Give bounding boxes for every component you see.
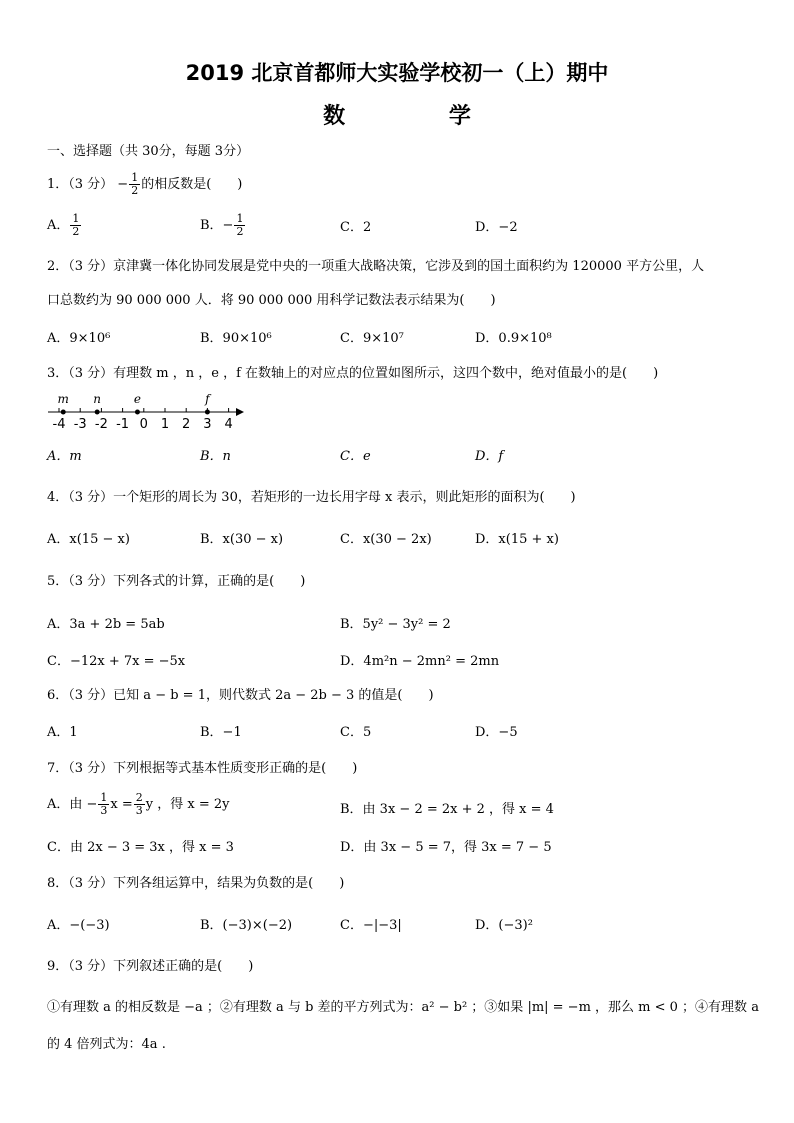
q3-option-b: B．n xyxy=(200,449,231,464)
number-line-point-label: n xyxy=(93,392,102,406)
q5-option-d: D．4m²n − 2mn² = 2mn xyxy=(340,654,500,669)
q1-option-c: C．2 xyxy=(340,220,372,235)
q3-option-d: D．f xyxy=(475,449,504,464)
question-9-stem: 9．（3 分）下列叙述正确的是( ) xyxy=(47,959,254,974)
number-line-tick-label: 4 xyxy=(224,417,233,432)
q6-option-d: D．−5 xyxy=(475,725,518,740)
number-line-points xyxy=(58,392,213,415)
number-line-point-label: f xyxy=(205,392,210,406)
q3-option-a: A．m xyxy=(47,449,82,464)
number-line-tick-label: -2 xyxy=(94,417,108,432)
q4-option-b: B．x(30 − x) xyxy=(200,532,284,547)
section-heading: 一、选择题（共 30分，每题 3分） xyxy=(47,144,250,159)
q5-option-c: C．−12x + 7x = −5x xyxy=(47,654,186,669)
number-line-tick-label: -3 xyxy=(73,417,87,432)
number-line-point-m xyxy=(61,410,66,415)
number-line-tick-label: 3 xyxy=(203,417,212,432)
q6-option-a: A．1 xyxy=(47,725,78,740)
number-line-point-label: m xyxy=(57,392,69,406)
question-4-stem: 4．（3 分）一个矩形的周长为 30，若矩形的一边长用字母 x 表示，则此矩形的面积为( ) xyxy=(47,490,576,505)
q6-option-c: C．5 xyxy=(340,725,372,740)
q2-option-c: C．9×10⁷ xyxy=(340,331,404,346)
q1-fraction: $\frac{1}{2}$ xyxy=(131,171,139,197)
number-line-point-label: e xyxy=(133,392,141,406)
q3-option-c: C．e xyxy=(340,449,371,464)
q7-option-a: A．由 − $\frac{1}{3}$ x = $\frac{2}{3}$ y ，得 x = 2y xyxy=(47,791,230,817)
q2-option-d: D．0.9×10⁸ xyxy=(475,331,552,346)
q8-option-d: D．(−3)² xyxy=(475,918,533,933)
number-line-arrow xyxy=(236,408,244,416)
question-2-line-1: 2．（3 分）京津冀一体化协同发展是党中央的一项重大战略决策，它涉及到的国土面积约为 120000 平方公里，人 xyxy=(47,259,705,274)
q4-option-d: D．x(15 + x) xyxy=(475,532,559,547)
number-line-point-n xyxy=(95,410,100,415)
q7-option-c: C．由 2x − 3 = 3x ，得 x = 3 xyxy=(47,840,234,855)
q1-option-a: A． $\frac{1}{2}$ xyxy=(47,212,80,238)
number-line-tick-label: -4 xyxy=(52,417,66,432)
question-5-stem: 5．（3 分）下列各式的计算，正确的是( ) xyxy=(47,574,306,589)
question-7-stem: 7．（3 分）下列根据等式基本性质变形正确的是( ) xyxy=(47,761,358,776)
question-3-stem: 3．（3 分）有理数 m ，n ，e ，f 在数轴上的对应点的位置如图所示，这四个数中，绝对值最小的是( ) xyxy=(47,366,659,381)
question-9-line-2: 的 4 倍列式为：4a . xyxy=(47,1037,166,1052)
exam-title: 2019 北京首都师大实验学校初一（上）期中 xyxy=(185,61,609,85)
q1-option-d: D．−2 xyxy=(475,220,518,235)
q8-option-a: A．−(−3) xyxy=(47,918,110,933)
number-line-point-e xyxy=(135,410,140,415)
number-line-figure xyxy=(44,388,254,434)
q7-option-b: B．由 3x − 2 = 2x + 2 ，得 x = 4 xyxy=(340,802,554,817)
q1-option-b: B．− $\frac{1}{2}$ xyxy=(200,212,244,238)
subject-title: 数 学 xyxy=(323,104,519,129)
number-line-tick-label: 1 xyxy=(160,417,170,432)
q5-option-b: B．5y² − 3y² = 2 xyxy=(340,617,451,632)
number-line-tick-label: 2 xyxy=(182,417,191,432)
question-9-line-1: ①有理数 a 的相反数是 −a ；②有理数 a 与 b 差的平方列式为：a² − b² ；③如果 |m| = −m ，那么 m < 0 ；④有理数 a xyxy=(47,1000,759,1015)
q2-option-a: A．9×10⁶ xyxy=(47,331,111,346)
q8-option-b: B．(−3)×(−2) xyxy=(200,918,293,933)
q1-prefix: 1．（3 分） − xyxy=(47,177,129,192)
question-1-stem xyxy=(47,172,242,197)
number-line-tick-label: 0 xyxy=(139,417,148,432)
question-6-stem: 6．（3 分）已知 a − b = 1，则代数式 2a − 2b − 3 的值是( ) xyxy=(47,688,434,703)
number-line-point-f xyxy=(205,410,210,415)
question-8-stem: 8．（3 分）下列各组运算中，结果为负数的是( ) xyxy=(47,876,345,891)
q1-suffix: 的相反数是( ) xyxy=(141,177,243,192)
q4-option-a: A．x(15 − x) xyxy=(47,532,130,547)
q2-option-b: B．90×10⁶ xyxy=(200,331,272,346)
question-2-line-2: 口总数约为 90 000 000 人．将 90 000 000 用科学记数法表示结果为( ) xyxy=(47,293,496,308)
q8-option-c: C．−|−3| xyxy=(340,918,402,933)
q7-option-d: D．由 3x − 5 = 7，得 3x = 7 − 5 xyxy=(340,840,552,855)
number-line-tick-label: -1 xyxy=(116,417,130,432)
q6-option-b: B．−1 xyxy=(200,725,242,740)
q4-option-c: C．x(30 − 2x) xyxy=(340,532,432,547)
q5-option-a: A．3a + 2b = 5ab xyxy=(47,617,165,632)
